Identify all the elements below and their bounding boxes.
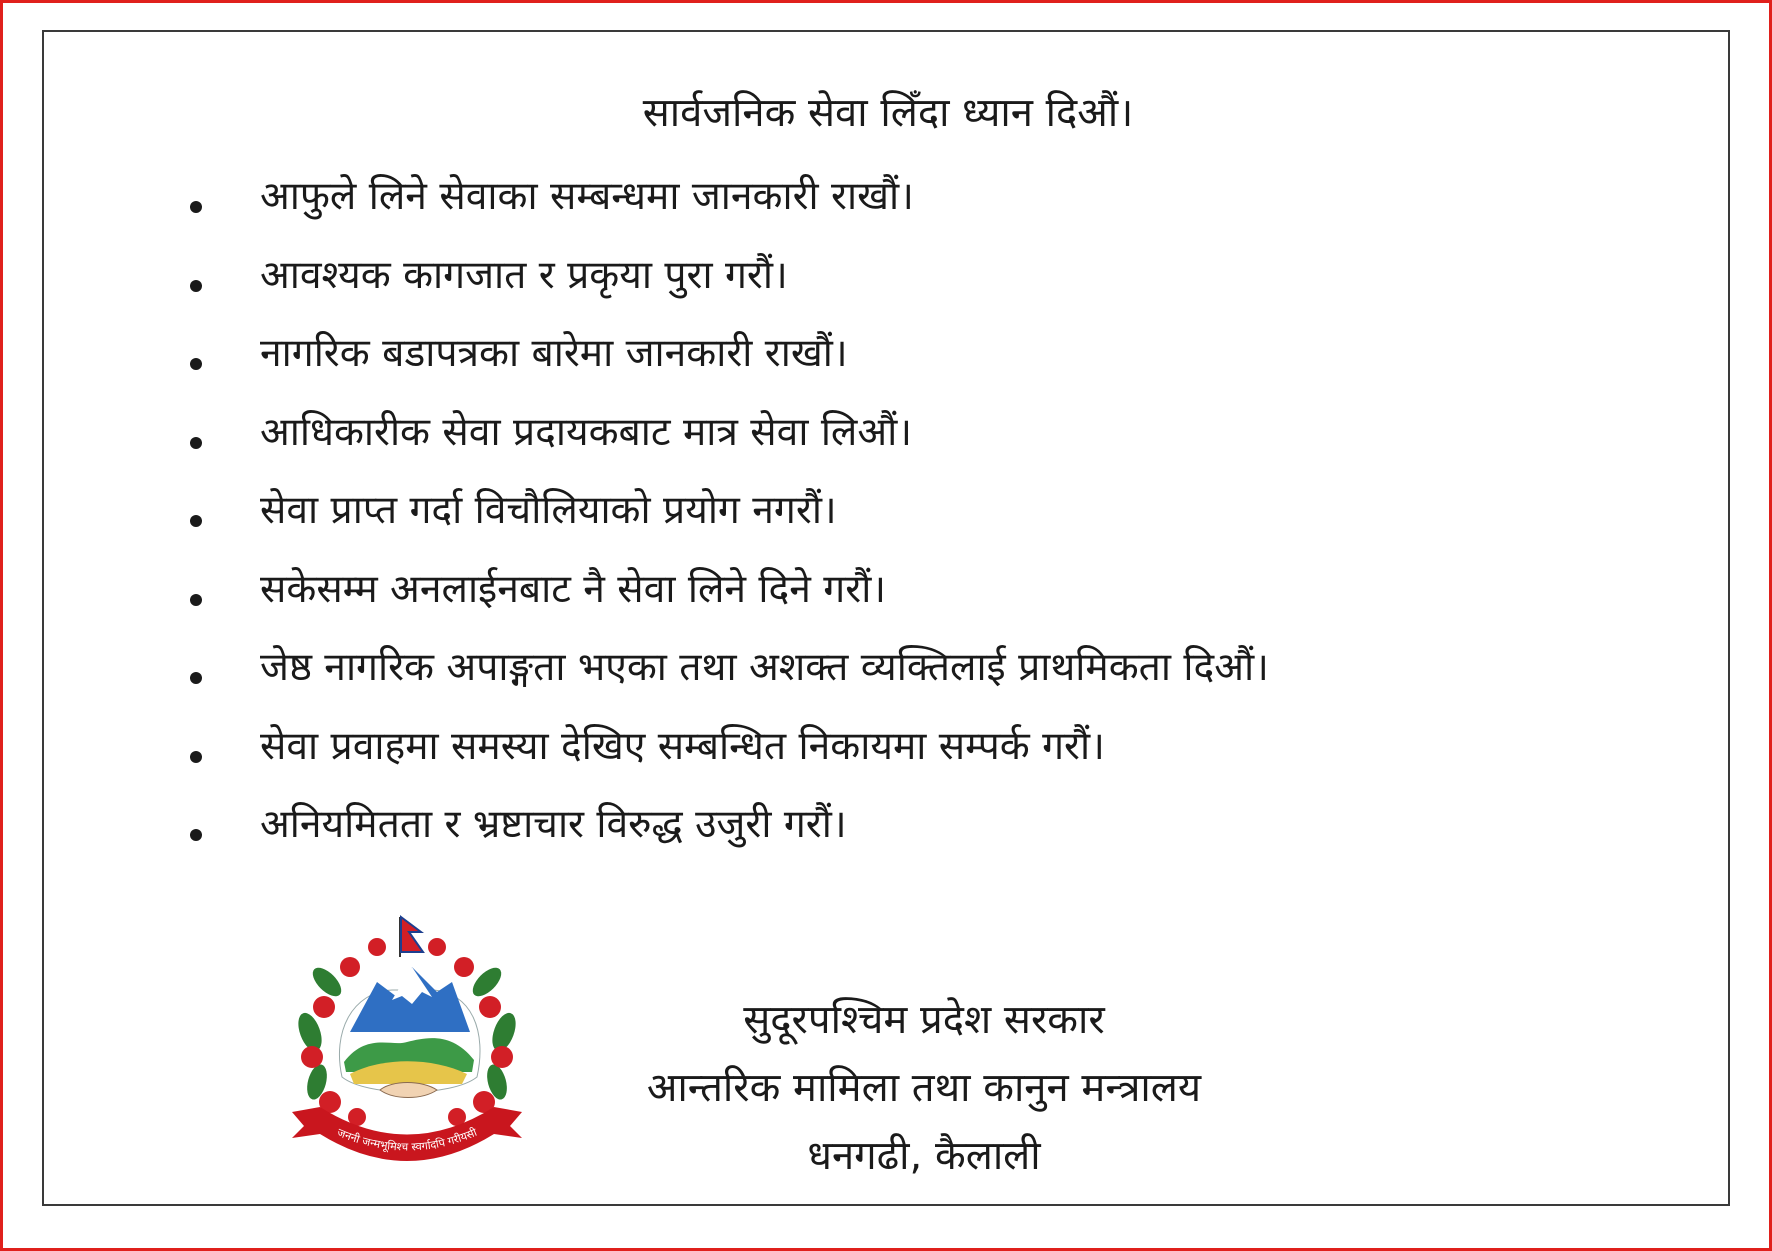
list-item (144, 637, 1644, 716)
list-item (144, 402, 1644, 481)
rule-text: नागरिक बडापत्रका बारेमा जानकारी राखौं। (260, 331, 848, 376)
list-item (144, 245, 1644, 324)
rule-text: सेवा प्रवाहमा समस्या देखिए सम्बन्धित निकायमा सम्पर्क गरौं। (260, 723, 1105, 769)
list-item (144, 166, 1644, 245)
bullet-icon (190, 437, 202, 449)
list-item (144, 480, 1644, 559)
rule-text: अनियमितता र भ्रष्टाचार विरुद्ध उजुरी गरौं। (260, 802, 847, 847)
bullet-icon (190, 594, 202, 606)
rules-list (144, 166, 1644, 873)
emblem-motto: जननी जन्मभूमिश्च स्वर्गादपि गरीयसी (335, 1125, 479, 1154)
bullet-icon (190, 280, 202, 292)
bullet-icon (190, 358, 202, 370)
government-name: सुदूरपश्चिम प्रदेश सरकार (743, 997, 1105, 1043)
notice-box (42, 30, 1730, 1206)
rule-text: सकेसम्म अनलाईनबाट नै सेवा लिने दिने गरौं। (260, 566, 887, 612)
list-item (144, 794, 1644, 873)
bullet-icon (190, 201, 202, 213)
rule-text: आवश्यक कागजात र प्रकृया पुरा गरौं। (260, 252, 788, 298)
issuer-block (584, 986, 1264, 1190)
rule-text: सेवा प्राप्त गर्दा विचौलियाको प्रयोग नगरौं। (260, 488, 837, 533)
list-item (144, 559, 1644, 638)
issuer-location: धनगढी, कैलाली (807, 1133, 1041, 1179)
bullet-icon (190, 672, 202, 684)
bullet-icon (190, 751, 202, 763)
rule-text: जेष्ठ नागरिक अपाङ्गता भएका तथा अशक्त व्यक्तिलाई प्राथमिकता दिऔं। (260, 645, 1269, 690)
bullet-icon (190, 829, 202, 841)
rule-text: आफुले लिने सेवाका सम्बन्धमा जानकारी राखौं। (260, 174, 914, 219)
notice-title: सार्वजनिक सेवा लिँदा ध्यान दिऔं। (642, 90, 1134, 136)
rule-text: आधिकारीक सेवा प्रदायकबाट मात्र सेवा लिऔं। (260, 409, 913, 455)
list-item (144, 323, 1644, 402)
list-item (144, 716, 1644, 795)
nepal-coat-of-arms-icon (272, 912, 542, 1177)
bullet-icon (190, 515, 202, 527)
ministry-name: आन्तरिक मामिला तथा कानुन मन्त्रालय (646, 1065, 1202, 1111)
